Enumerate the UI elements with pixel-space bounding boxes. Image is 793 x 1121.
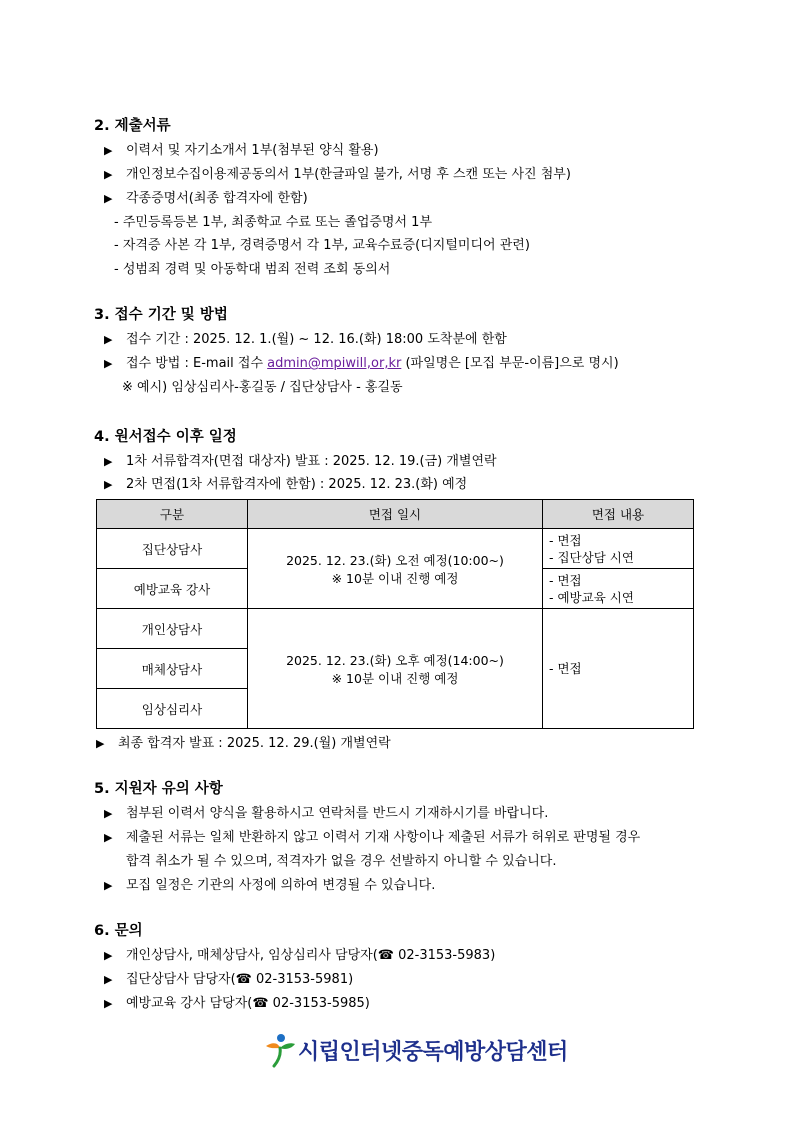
table-cell-time-pm	[248, 609, 543, 729]
sub-list-item: - 성범죄 경력 및 아동학대 범죄 전력 조회 동의서	[114, 262, 391, 277]
am-note-text: ※ 10분 이내 진행 예정	[331, 570, 459, 586]
list-item: ▶ 모집 일정은 기관의 사정에 의하여 변경될 수 있습니다.	[104, 878, 436, 893]
interview-schedule-table	[96, 499, 694, 729]
table-cell-category: 매체상담사	[97, 649, 248, 689]
table-cell-category: 개인상담사	[97, 609, 248, 649]
list-item: ▶ 접수 기간 : 2025. 12. 1.(월) ~ 12. 16.(화) 18:00 도착분에 한함	[104, 332, 507, 347]
bullet-arrow-icon: ▶	[104, 192, 113, 205]
list-item: ▶ 제출된 서류는 일체 반환하지 않고 이력서 기재 사항이나 제출된 서류가 허위로 판명될 경우	[104, 830, 641, 845]
table-cell-detail: - 면접	[543, 609, 694, 729]
table-row	[97, 529, 694, 569]
pm-time-text: 2025. 12. 23.(화) 오후 예정(14:00~)	[286, 652, 504, 668]
list-item-continuation: 합격 취소가 될 수 있으며, 적격자가 없을 경우 선발하지 아니할 수 있습니다.	[126, 854, 557, 869]
table-header: 면접 일시	[248, 500, 543, 529]
bullet-arrow-icon: ▶	[104, 973, 113, 986]
pm-note-text: ※ 10분 이내 진행 예정	[331, 670, 459, 686]
am-time-text: 2025. 12. 23.(화) 오전 예정(10:00~)	[286, 552, 504, 568]
section-title-notice: 5. 지원자 유의 사항	[94, 781, 223, 797]
table-header: 구분	[97, 500, 248, 529]
list-item: ▶ 각종증명서(최종 합격자에 한함)	[104, 191, 308, 206]
bullet-arrow-icon: ▶	[104, 478, 113, 491]
table-cell-detail: - 면접 - 예방교육 시연	[543, 569, 694, 609]
person-leaf-icon	[262, 1032, 298, 1068]
table-row	[97, 609, 694, 649]
list-item: ▶ 집단상담사 담당자(☎ 02-3153-5981)	[104, 972, 354, 987]
table-cell-detail: - 면접 - 집단상담 시연	[543, 529, 694, 569]
list-item: ▶ 개인상담사, 매체상담사, 임상심리사 담당자(☎ 02-3153-5983)	[104, 948, 496, 963]
logo-text: 시립인터넷중독예방상담센터	[298, 1039, 568, 1065]
table-header: 면접 내용	[543, 500, 694, 529]
section-title-contact: 6. 문의	[94, 923, 143, 939]
bullet-arrow-icon: ▶	[104, 807, 113, 820]
bullet-arrow-icon: ▶	[104, 879, 113, 892]
center-logo	[262, 1032, 568, 1068]
sub-list-item: - 자격증 사본 각 1부, 경력증명서 각 1부, 교육수료증(디지털미디어 관련)	[114, 238, 530, 253]
table-cell-time-am	[248, 529, 543, 609]
bullet-arrow-icon: ▶	[104, 997, 113, 1010]
bullet-arrow-icon: ▶	[104, 831, 113, 844]
section-title-schedule: 4. 원서접수 이후 일정	[94, 429, 237, 445]
bullet-arrow-icon: ▶	[104, 333, 113, 346]
table-cell-category: 임상심리사	[97, 689, 248, 729]
list-item: ▶ 개인정보수집이용제공동의서 1부(한글파일 불가, 서명 후 스캔 또는 사진 첨부)	[104, 167, 571, 182]
list-item: ▶ 최종 합격자 발표 : 2025. 12. 29.(월) 개별연락	[96, 736, 391, 751]
bullet-arrow-icon: ▶	[96, 737, 105, 750]
sub-list-item: - 주민등록등본 1부, 최종학교 수료 또는 졸업증명서 1부	[114, 215, 433, 230]
list-item: ▶ 2차 면접(1차 서류합격자에 한함) : 2025. 12. 23.(화) 예정	[104, 477, 468, 492]
list-item: ▶ 첨부된 이력서 양식을 활용하시고 연락처를 반드시 기재하시기를 바랍니다.	[104, 806, 549, 821]
table-cell-category: 집단상담사	[97, 529, 248, 569]
bullet-arrow-icon: ▶	[104, 168, 113, 181]
table-header-row	[97, 500, 694, 529]
example-note: ※ 예시) 임상심리사-홍길동 / 집단상담사 - 홍길동	[122, 380, 403, 395]
email-link[interactable]: admin@mpiwill,or,kr	[267, 356, 402, 371]
list-item: ▶ 접수 방법 : E-mail 접수 admin@mpiwill,or,kr (파일명은 [모집 부문-이름]으로 명시)	[104, 356, 619, 371]
list-item: ▶ 1차 서류합격자(면접 대상자) 발표 : 2025. 12. 19.(금) 개별연락	[104, 454, 497, 469]
bullet-arrow-icon: ▶	[104, 949, 113, 962]
bullet-arrow-icon: ▶	[104, 455, 113, 468]
section-title-application: 3. 접수 기간 및 방법	[94, 307, 228, 323]
table-cell-category: 예방교육 강사	[97, 569, 248, 609]
list-item: ▶ 이력서 및 자기소개서 1부(첨부된 양식 활용)	[104, 143, 379, 158]
bullet-arrow-icon: ▶	[104, 144, 113, 157]
list-item: ▶ 예방교육 강사 담당자(☎ 02-3153-5985)	[104, 996, 370, 1011]
section-title-documents: 2. 제출서류	[94, 118, 171, 134]
bullet-arrow-icon: ▶	[104, 357, 113, 370]
